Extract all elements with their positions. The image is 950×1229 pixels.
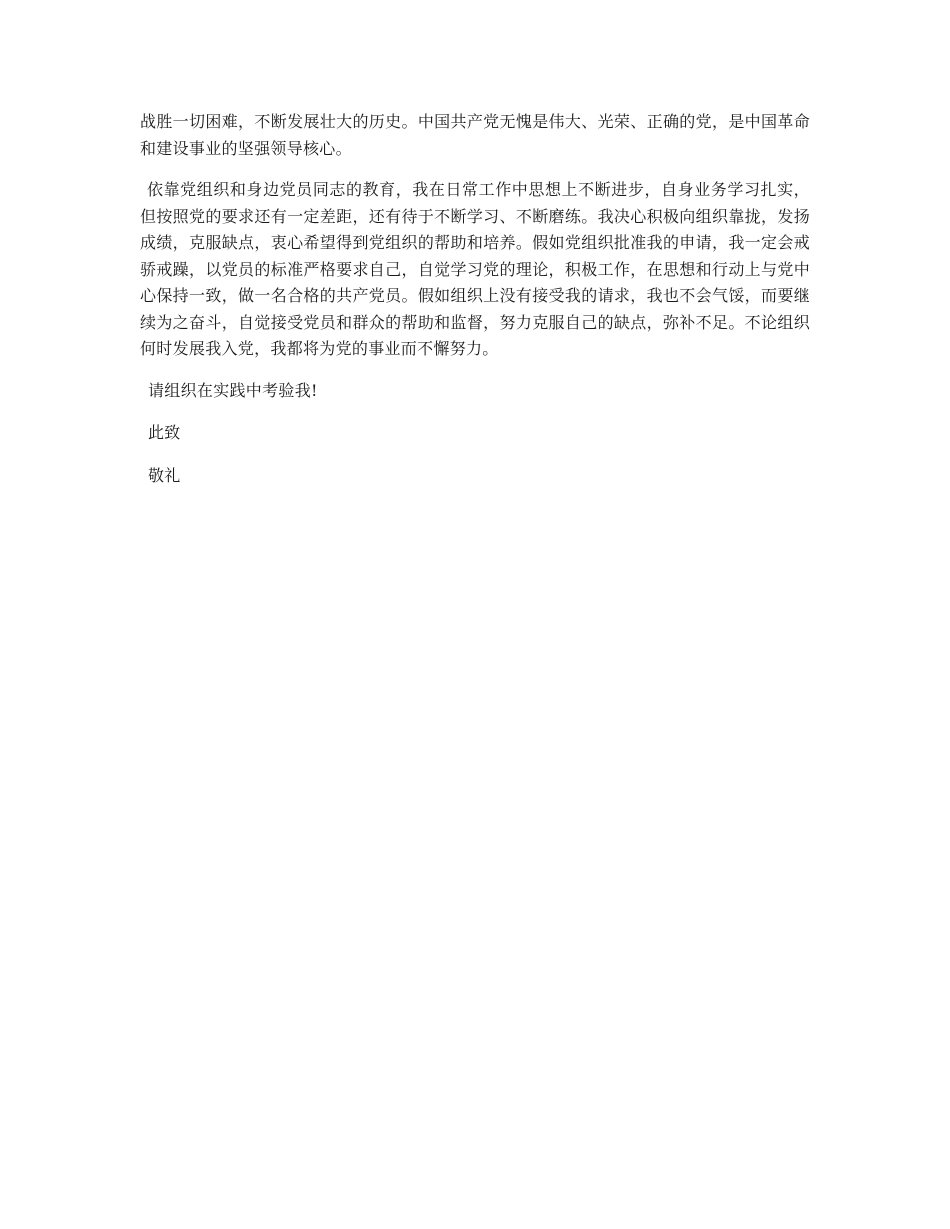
paragraph-commitment: 依靠党组织和身边党员同志的教育，我在日常工作中思想上不断进步，自身业务学习扎实，但按照党的要求还有一定差距，还有待于不断学习、不断磨练。我决心积极向组织靠拢，发扬成绩，克服缺点，衷心希望得到党组织的帮助和培养。假如党组织批准我的申请，我一定会戒骄戒躁，以党员的标准严格要求自己，自觉学习党的理论，积极工作，在思想和行动上与党中心保持一致，做一名合格的共产党员。假如组织上没有接受我的请求，我也不会气馁，而要继续为之奋斗，自觉接受党员和群众的帮助和监督，努力克服自己的缺点，弥补不足。不论组织何时发展我入党，我都将为党的事业而不懈努力。 xyxy=(140,180,810,358)
salutation-jingli: 敬礼 xyxy=(148,465,181,485)
salutation-cizhi: 此致 xyxy=(148,423,181,442)
closing-request: 请组织在实践中考验我! xyxy=(148,380,318,400)
paragraph-history: 战胜一切困难，不断发展壮大的历史。中国共产党无愧是伟大、光荣、正确的党，是中国革命和建设事业的坚强领导核心。 xyxy=(140,112,810,158)
document-body xyxy=(140,109,810,505)
